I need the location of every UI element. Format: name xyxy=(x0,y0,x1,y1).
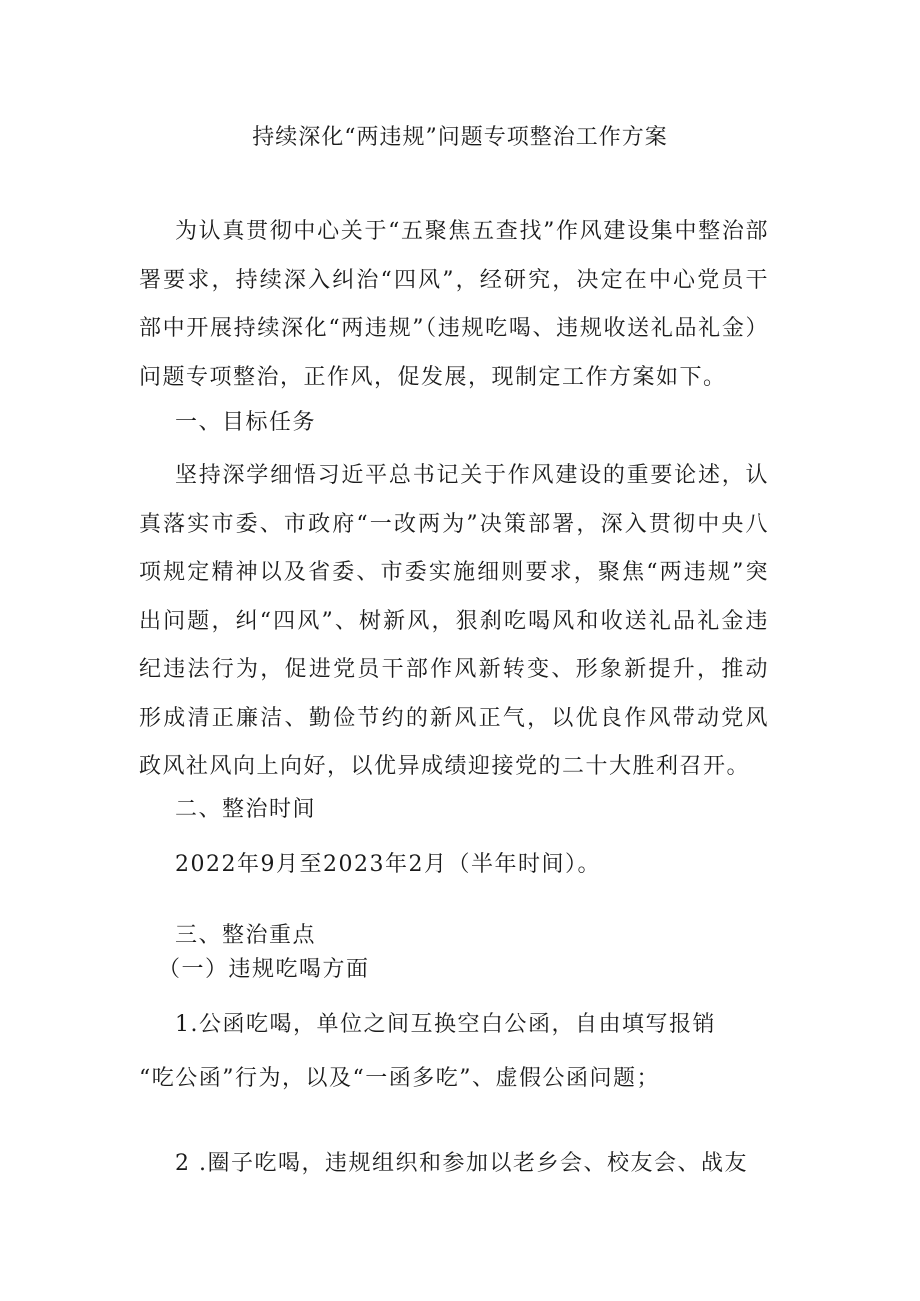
section-time-body: 2022年9月至2023年2月（半年时间）。 xyxy=(175,852,601,877)
intro-paragraph: 为认真贯彻中心关于“五聚焦五查找”作风建设集中整治部署要求，持续深入纠治“四风”，经研究，决定在中心党员干部中开展持续深化“两违规”（违规吃喝、违规收送礼品礼金）问题专项整治，正作风，促发展，现制定工作方案如下。 xyxy=(139,219,769,390)
subsection-heading-dining: （一）违规吃喝方面 xyxy=(158,957,370,982)
item1-line1: 1.公函吃喝，单位之间互换空白公函，自由填写报销 xyxy=(175,1012,716,1037)
item2-line1: 2 .圈子吃喝，违规组织和参加以老乡会、校友会、战友 xyxy=(175,1151,748,1176)
section-heading-targets: 一、目标任务 xyxy=(175,410,317,435)
section-heading-time: 二、整治时间 xyxy=(175,797,317,822)
document-title: 持续深化“两违规”问题专项整治工作方案 xyxy=(252,125,668,150)
section-heading-focus: 三、整治重点 xyxy=(175,923,317,948)
item1-line2: “吃公函”行为，以及“一函多吃”、虚假公函问题； xyxy=(139,1066,660,1091)
section-targets-body: 坚持深学细悟习近平总书记关于作风建设的重要论述，认真落实市委、市政府“一改两为”决策部署，深入贯彻中央八项规定精神以及省委、市委实施细则要求，聚焦“两违规”突出问题，纠“四风”、树新风，狠刹吃喝风和收送礼品礼金违纪违法行为，促进党员干部作风新转变、形象新提升，推动形成清正廉洁、勤俭节约的新风正气，以优良作风带动党风政风社风向上向好，以优异成绩迎接党的二十大胜利召开。 xyxy=(139,463,769,779)
